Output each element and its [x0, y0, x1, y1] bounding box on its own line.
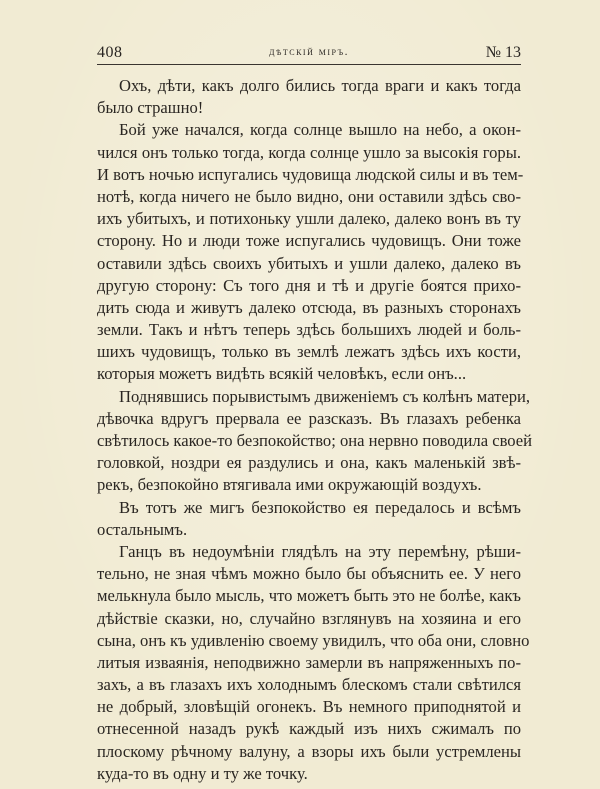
text-line: было страшно!	[97, 98, 204, 118]
text-line: которыя можетъ видѣть всякій человѣкъ, если онъ...	[97, 364, 467, 384]
text-line: Ганцъ въ недоумѣніи глядѣлъ на эту перемѣну, рѣши-	[119, 541, 521, 561]
running-title: дѣтскій міръ.	[269, 46, 349, 58]
text-line: отнесенной назадъ рукѣ каждый изъ нихъ сжималъ по	[97, 719, 521, 739]
text-line: мелькнула было мысль, что можетъ быть это не болѣе, какъ	[97, 586, 521, 606]
text-line: Охъ, дѣти, какъ долго бились тогда враги и какъ тогда	[119, 76, 521, 95]
text-line: тельно, не зная чѣмъ можно было бы объяснить ее. У него	[97, 564, 521, 584]
text-line: другую сторону: Съ того дня и тѣ и другіе боятся прихо-	[97, 275, 521, 295]
paragraph	[97, 386, 533, 497]
text-line: Въ тотъ же мигъ безпокойство ея передалось и всѣмъ	[119, 497, 521, 517]
paragraph	[97, 497, 521, 541]
text-line: оставили здѣсь своихъ убитыхъ и ушли далеко, далеко въ	[97, 253, 521, 273]
issue-number: № 13	[485, 44, 521, 61]
text-line: нотѣ, когда ничего не было видно, они оставили здѣсь сво-	[97, 186, 521, 206]
body-text	[97, 75, 533, 785]
page-header	[97, 44, 521, 66]
text-line: чился онъ только тогда, когда солнце ушло за высокія горы.	[97, 142, 521, 162]
text-line: рекъ, безпокойно втягивала ими окружающій воздухъ.	[97, 475, 482, 495]
text-line: шихъ чудовищъ, только въ землѣ лежатъ здѣсь ихъ кости,	[97, 342, 521, 362]
text-line: земли. Такъ и нѣтъ теперь здѣсь большихъ людей и боль-	[97, 320, 521, 340]
text-line: свѣтилось какое-то безпокойство; она нервно поводила своей	[97, 431, 533, 450]
text-line: сторону. Но и люди тоже испугались чудовищъ. Они тоже	[97, 231, 521, 251]
text-line: Поднявшись порывистымъ движеніемъ съ колѣнъ матери,	[119, 386, 531, 406]
text-line: И вотъ ночью испугались чудовища людской силы и въ тем-	[97, 164, 524, 184]
text-line: захъ, а въ глазахъ ихъ холоднымъ блескомъ стали свѣтился	[97, 675, 521, 695]
header-rule	[97, 64, 521, 65]
paragraph	[97, 541, 530, 785]
text-line: плоскому рѣчному валуну, а взоры ихъ были устремлены	[97, 741, 521, 761]
text-line: ихъ убитыхъ, и потихоньку ушли далеко, далеко вонъ въ ту	[97, 209, 521, 229]
text-line: головкой, ноздри ея раздулись и она, какъ маленькій звѣ-	[97, 453, 521, 473]
text-line: не добрый, зловѣщій огонекъ. Въ немного приподнятой и	[97, 697, 521, 717]
paragraph	[97, 119, 524, 385]
text-line: дѣвочка вдругъ прервала ее разсказъ. Въ глазахъ ребенка	[97, 408, 521, 428]
text-line: дѣйствіе сказки, но, случайно взглянувъ на хозяина и его	[97, 608, 521, 628]
page-number: 408	[97, 44, 123, 61]
text-line: дить сюда и живутъ далеко отсюда, въ разныхъ сторонахъ	[97, 297, 521, 317]
text-line: сына, онъ къ удивленію своему увидилъ, что оба они, словно	[97, 630, 530, 650]
text-line: остальнымъ.	[97, 519, 188, 539]
text-line: литыя изваянія, неподвижно замерли въ напряженныхъ по-	[97, 652, 521, 672]
paragraph	[97, 75, 521, 119]
text-line: Бой уже начался, когда солнце вышло на небо, а окон-	[119, 120, 521, 140]
text-line: куда-то въ одну и ту же точку.	[97, 763, 308, 783]
